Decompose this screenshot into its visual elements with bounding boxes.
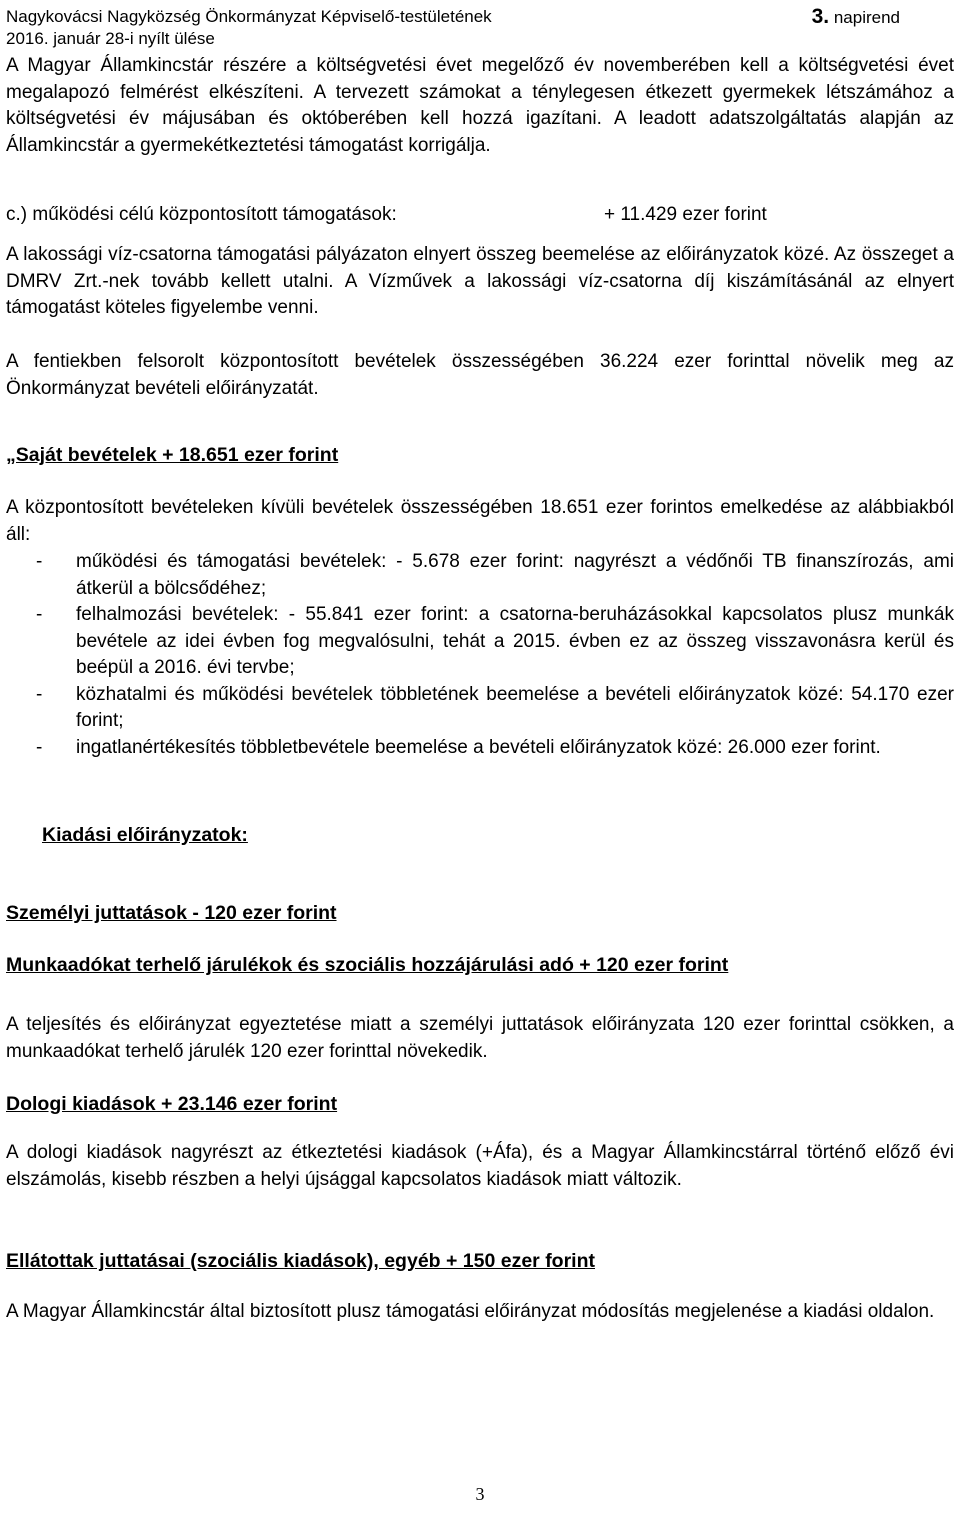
- list-item: - ingatlanértékesítés többletbevétele beemelése a bevételi előirányzatok közé: 26.000 ezer forint.: [36, 736, 881, 758]
- section-c-line: [6, 202, 954, 229]
- section-c-label: c.) működési célú központosított támogatások:: [6, 204, 397, 225]
- header-meeting: 2016. január 28-i nyílt ülése: [6, 29, 215, 48]
- paragraph-ellatottak: A Magyar Államkincstár által biztosított plusz támogatási előirányzat módosítás megjelenése a kiadási oldalon.: [6, 1301, 935, 1322]
- paragraph-dologi-kiadasok: A dologi kiadások nagyrészt az étkeztetési kiadások (+Áfa), és a Magyar Államkincstárral történő előző évi elszámolás, kisebb részben a helyi újsággal kapcsolatos kiadások miatt változik.: [6, 1142, 954, 1190]
- paragraph-sajat-bevetelek: A központosított bevételeken kívüli bevételek összességében 18.651 ezer forintos emelkedése az alábbiakból áll:: [6, 497, 954, 545]
- agenda-label: napirend: [833, 8, 900, 27]
- paragraph-kozpontositott-osszesen: A fentiekben felsorolt központosított bevételek összességében 36.224 ezer forinttal növelik meg az Önkormányzat bevételi előirányzatát.: [6, 351, 954, 399]
- paragraph-viz-csatorna: A lakossági víz-csatorna támogatási pályázaton elnyert összeg beemelése az előirányzatok közé. Az összeget a DMRV Zrt.-nek tovább kellett utalni. A Vízművek a lakossági víz-csatorna díj kiszámításánál az elnyert támogatást köteles figyelembe venni.: [6, 244, 954, 318]
- heading-munkaado-jarulekok: Munkaadókat terhelő járulékok és szociális hozzájárulási adó + 120 ezer forint: [6, 954, 729, 976]
- list-item: - közhatalmi és működési bevételek többletének beemelése a bevételi előirányzatok közé: 54.170 ezer forint;: [36, 683, 954, 731]
- agenda-number: 3.: [811, 5, 830, 28]
- paragraph-allamkincstar-felmeres: A Magyar Államkincstár részére a költségvetési évet megelőző év novemberében kell a költségvetési évet megalapozó felmérést elkészíteni. A tervezett számokat a ténylegesen étkezett gyermekek létszámához a költségvetési év májusában és októberében kell hozzá igazítani. A leadott adatszolgáltatás alapján az Államkincstár a gyermekétkeztetési támogatást korrigálja.: [6, 55, 954, 156]
- list-item: - felhalmozási bevételek: - 55.841 ezer forint: a csatorna-beruházásokkal kapcsolatos plusz munkák bevétele az idei évben fog megvalósulni, tehát a 2015. évben ez az összeg visszavonásra kerül és beépül a 2016. évi tervbe;: [36, 604, 954, 678]
- paragraph-szemelyi-jarulek: A teljesítés és előirányzat egyeztetése miatt a személyi juttatások előirányzata 120 ezer forinttal csökken, a munkaadókat terhelő járulék 120 ezer forinttal növekedik.: [6, 1014, 954, 1062]
- heading-sajat-bevetelek: „Saját bevételek + 18.651 ezer forint: [6, 444, 339, 466]
- heading-ellatottak-juttatasai: Ellátottak juttatásai (szociális kiadások), egyéb + 150 ezer forint: [6, 1250, 596, 1272]
- list-item: - működési és támogatási bevételek: - 5.678 ezer forint: nagyrészt a védőnői TB finanszírozás, ami átkerül a bölcsődéhez;: [36, 551, 954, 599]
- heading-kiadasi-eloiranyzatok: Kiadási előirányzatok:: [42, 824, 248, 846]
- income-change-list: [36, 549, 954, 761]
- page-number: 3: [475, 1484, 485, 1504]
- document-body: [6, 0, 954, 1524]
- heading-dologi-kiadasok: Dologi kiadások + 23.146 ezer forint: [6, 1093, 338, 1115]
- heading-szemelyi-juttatasok: Személyi juttatások - 120 ezer forint: [6, 902, 337, 924]
- header-org: Nagykovácsi Nagyközség Önkormányzat Képviselő-testületének: [6, 7, 492, 26]
- section-c-amount: + 11.429 ezer forint: [604, 204, 767, 225]
